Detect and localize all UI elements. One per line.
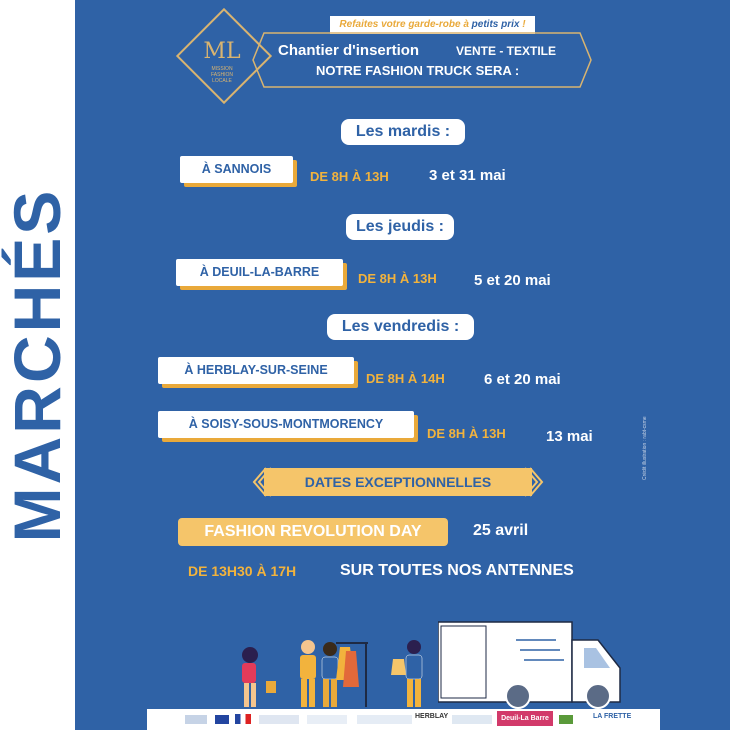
side-title: MARCHÉS: [0, 187, 74, 543]
day-label-tuesday: Les mardis :: [341, 119, 465, 145]
people-illustration: [228, 635, 438, 710]
event-time: DE 13H30 À 17H: [188, 563, 297, 579]
partner-logo: [452, 715, 492, 724]
person-3: [322, 642, 338, 707]
person-4: [391, 640, 422, 707]
place-sannois: À SANNOIS: [180, 156, 293, 183]
clothes-rack: [336, 643, 368, 707]
logo-line: FASHION: [211, 72, 233, 78]
side-panel: [0, 0, 75, 730]
time-herblay: DE 8H À 14H: [366, 371, 445, 386]
partner-logo: [185, 715, 207, 724]
day-label-thursday: Les jeudis :: [346, 214, 454, 240]
illustration-credit: Crédit illustration : rabt-csme: [642, 416, 648, 480]
partner-deuil: Deuil-La Barre: [497, 711, 553, 726]
header-line1: Chantier d'insertion: [278, 42, 420, 59]
logo: [193, 30, 251, 88]
event-name: FASHION REVOLUTION DAY: [178, 518, 448, 546]
tagline-prefix: Refaites votre garde-robe à: [339, 19, 472, 30]
time-soisy: DE 8H À 13H: [427, 426, 506, 441]
partner-lafrette: LA FRETTE: [593, 713, 632, 720]
partner-logos: [147, 709, 660, 730]
logo-mark: ML: [203, 39, 241, 64]
partner-logo: [307, 715, 347, 724]
header-line2: NOTRE FASHION TRUCK SERA :: [316, 63, 520, 78]
eu-flag-icon: [215, 715, 229, 724]
tagline-highlight: petits prix: [471, 19, 520, 30]
partner-logo: [259, 715, 299, 724]
person-1: [242, 647, 276, 707]
header-banner: [252, 32, 592, 88]
partner-herblay: HERBLAY: [415, 713, 449, 720]
partner-logo: [559, 715, 573, 724]
event-where: SUR TOUTES NOS ANTENNES: [340, 562, 574, 579]
header-line1-right: VENTE - TEXTILE: [456, 44, 557, 58]
person-2: [300, 640, 316, 707]
event-date: 25 avril: [473, 522, 529, 539]
place-herblay: À HERBLAY-SUR-SEINE: [158, 357, 354, 384]
time-deuil: DE 8H À 13H: [358, 271, 437, 286]
logo-line: MISSION: [211, 66, 233, 72]
dates-sannois: 3 et 31 mai: [429, 167, 506, 184]
time-sannois: DE 8H À 13H: [310, 169, 389, 184]
truck-illustration: [438, 620, 624, 710]
logo-line: LOCALE: [212, 78, 232, 84]
exceptional-title: DATES EXCEPTIONNELLES: [264, 468, 532, 496]
dates-deuil: 5 et 20 mai: [474, 272, 551, 289]
place-deuil: À DEUIL-LA-BARRE: [176, 259, 343, 286]
partner-logo: [357, 715, 412, 724]
french-flag-icon: [235, 714, 251, 724]
day-label-friday: Les vendredis :: [327, 314, 474, 340]
place-soisy: À SOISY-SOUS-MONTMORENCY: [158, 411, 414, 438]
dates-herblay: 6 et 20 mai: [484, 371, 561, 388]
tagline-suffix: !: [519, 19, 526, 30]
dates-soisy: 13 mai: [546, 428, 593, 445]
